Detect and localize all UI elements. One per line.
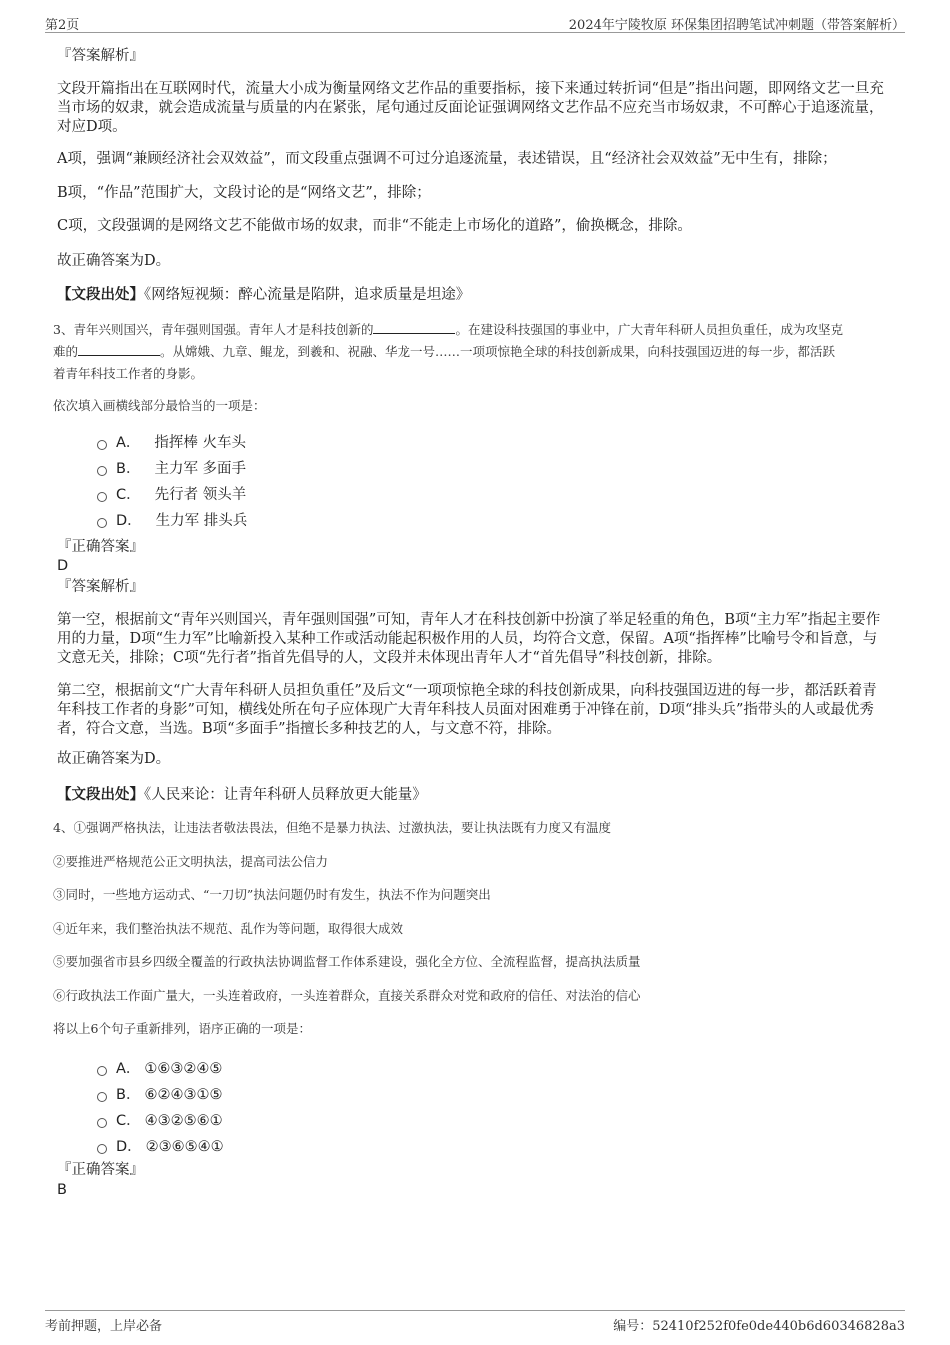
footer-slogan: 考前押题，上岸必备 <box>45 1319 163 1334</box>
q2-analysis-option-a: A项，强调“兼顾经济社会双效益”，而文段重点强调不可过分追逐流量，表述错误，且“经济社会双效益”无中生有，排除； <box>57 151 837 167</box>
q2-source-label: 【文段出处】 <box>57 286 144 303</box>
q4-prompt: 将以上6个句子重新排列，语序正确的一项是： <box>53 1021 311 1036</box>
q4-option-a[interactable]: A． ①⑥③②④⑤ <box>97 1057 222 1078</box>
radio-icon[interactable] <box>97 518 107 528</box>
q4-option-b[interactable]: B． ⑥②④③①⑤ <box>97 1083 222 1104</box>
q3-analysis-para1: 第一空，根据前文“青年兴则国兴，青年强则国强”可知，青年人才在科技创新中扮演了举足轻重的角色，B项“主力军”指起主要作用的力量，D项“生力军”比喻新投入某种工作或活动能起积极作用的人员，均符合文意，保留。A项“指挥棒”比喻号令和旨意，与文意无关，排除；C项“先行者”指首先倡导的人，文段并未体现出青年人才“首先倡导”科技创新，排除。 <box>57 612 881 666</box>
q2-analysis-para1: 文段开篇指出在互联网时代，流量大小成为衡量网络文艺作品的重要指标，接下来通过转折词“但是”指出问题，即网络文艺一旦充当市场的奴隶，就会造成流量与质量的内在紧张，尾句通过反面论证强调网络文艺作品不应充当市场奴隶，不可醉心于追逐流量，对应D项。 <box>57 81 884 135</box>
page-number: 第2页 <box>45 18 80 33</box>
q4-answer-label: 『正确答案』 <box>57 1162 144 1178</box>
q4-sentence-5: ⑤要加强省市县乡四级全覆盖的行政执法协调监督工作体系建设，强化全方位、全流程监督，提高执法质量 <box>53 954 641 969</box>
q3-answer-label: 『正确答案』 <box>57 539 144 555</box>
q2-source <box>57 285 470 305</box>
q2-source-text: 《网络短视频：醉心流量是陷阱，追求质量是坦途》 <box>144 287 471 303</box>
q3-stem-part3: 难的 <box>53 344 79 359</box>
q2-analysis-option-c: C项，文段强调的是网络文艺不能做市场的奴隶，而非“不能走上市场化的道路”，偷换概念，排除。 <box>57 218 692 234</box>
q3-answer: D <box>57 558 69 574</box>
page-footer <box>45 1310 905 1334</box>
q3-blank-1 <box>373 321 455 334</box>
q3-analysis-para2: 第二空，根据前文“广大青年科研人员担负重任”及后文“一项项惊艳全球的科技创新成果，向科技强国迈进的每一步，都活跃着青年科技工作者的身影”可知，横线处所在句子应体现广大青年科技人员面对困难勇于冲锋在前，D项“排头兵”指带头的人或最优秀者，符合文意，当选。B项“多面手”指擅长多种技艺的人，与文意不符，排除。 <box>57 683 877 737</box>
q3-blank-2 <box>78 343 160 356</box>
q3-option-d[interactable]: D． 生力军 排头兵 <box>97 509 247 530</box>
q3-stem-part4: 。从嫦娥、九章、鲲龙，到羲和、祝融、华龙一号……一项项惊艳全球的科技创新成果，向科技强国迈进的每一步，都活跃 <box>160 344 836 359</box>
q3-option-c[interactable]: C． 先行者 领头羊 <box>97 483 246 504</box>
q4-option-c[interactable]: C． ④③②⑤⑥① <box>97 1109 223 1130</box>
q3-source-label: 【文段出处】 <box>57 786 144 803</box>
q3-conclusion: 故正确答案为D。 <box>57 751 171 767</box>
q3-stem-part2: 。在建设科技强国的事业中，广大青年科研人员担负重任，成为攻坚克 <box>455 322 843 337</box>
q3-stem-part5: 着青年科技工作者的身影。 <box>53 366 204 381</box>
q3-stem-part1: 3、青年兴则国兴，青年强则国强。青年人才是科技创新的 <box>53 322 374 337</box>
q2-conclusion: 故正确答案为D。 <box>57 253 171 269</box>
radio-icon[interactable] <box>97 466 107 476</box>
q4-sentence-1: 4、①强调严格执法，让违法者敬法畏法，但绝不是暴力执法、过激执法，要让执法既有力度又有温度 <box>53 820 611 835</box>
document-title: 2024年宁陵牧原 环保集团招聘笔试冲刺题（带答案解析） <box>568 18 905 33</box>
q3-prompt: 依次填入画横线部分最恰当的一项是： <box>53 398 266 413</box>
radio-icon[interactable] <box>97 492 107 502</box>
q4-sentence-6: ⑥行政执法工作面广量大，一头连着政府，一头连着群众，直接关系群众对党和政府的信任、对法治的信心 <box>53 988 641 1003</box>
q4-sentence-2: ②要推进严格规范公正文明执法，提高司法公信力 <box>53 854 329 869</box>
radio-icon[interactable] <box>97 1118 107 1128</box>
q3-option-a[interactable]: A． 指挥棒 火车头 <box>97 431 246 452</box>
footer-code: 编号：52410f252f0fe0de440b6d60346828a3 <box>613 1319 905 1334</box>
q4-answer: B <box>57 1182 67 1198</box>
q3-analysis-label: 『答案解析』 <box>57 579 144 595</box>
q3-source-text: 《人民来论：让青年科研人员释放更大能量》 <box>144 787 427 803</box>
q3-option-b[interactable]: B． 主力军 多面手 <box>97 457 246 478</box>
page-header <box>45 12 905 33</box>
q3-stem <box>53 319 898 385</box>
q2-analysis-option-b: B项，“作品”范围扩大，文段讨论的是“网络文艺”，排除； <box>57 185 431 201</box>
radio-icon[interactable] <box>97 1092 107 1102</box>
q4-sentence-3: ③同时，一些地方运动式、“一刀切”执法问题仍时有发生，执法不作为问题突出 <box>53 887 491 902</box>
radio-icon[interactable] <box>97 1066 107 1076</box>
q3-source <box>57 785 427 805</box>
q4-sentence-4: ④近年来，我们整治执法不规范、乱作为等问题，取得很大成效 <box>53 921 404 936</box>
radio-icon[interactable] <box>97 1144 107 1154</box>
radio-icon[interactable] <box>97 440 107 450</box>
q4-option-d[interactable]: D． ②③⑥⑤④① <box>97 1135 224 1156</box>
q2-analysis-label: 『答案解析』 <box>57 48 144 64</box>
